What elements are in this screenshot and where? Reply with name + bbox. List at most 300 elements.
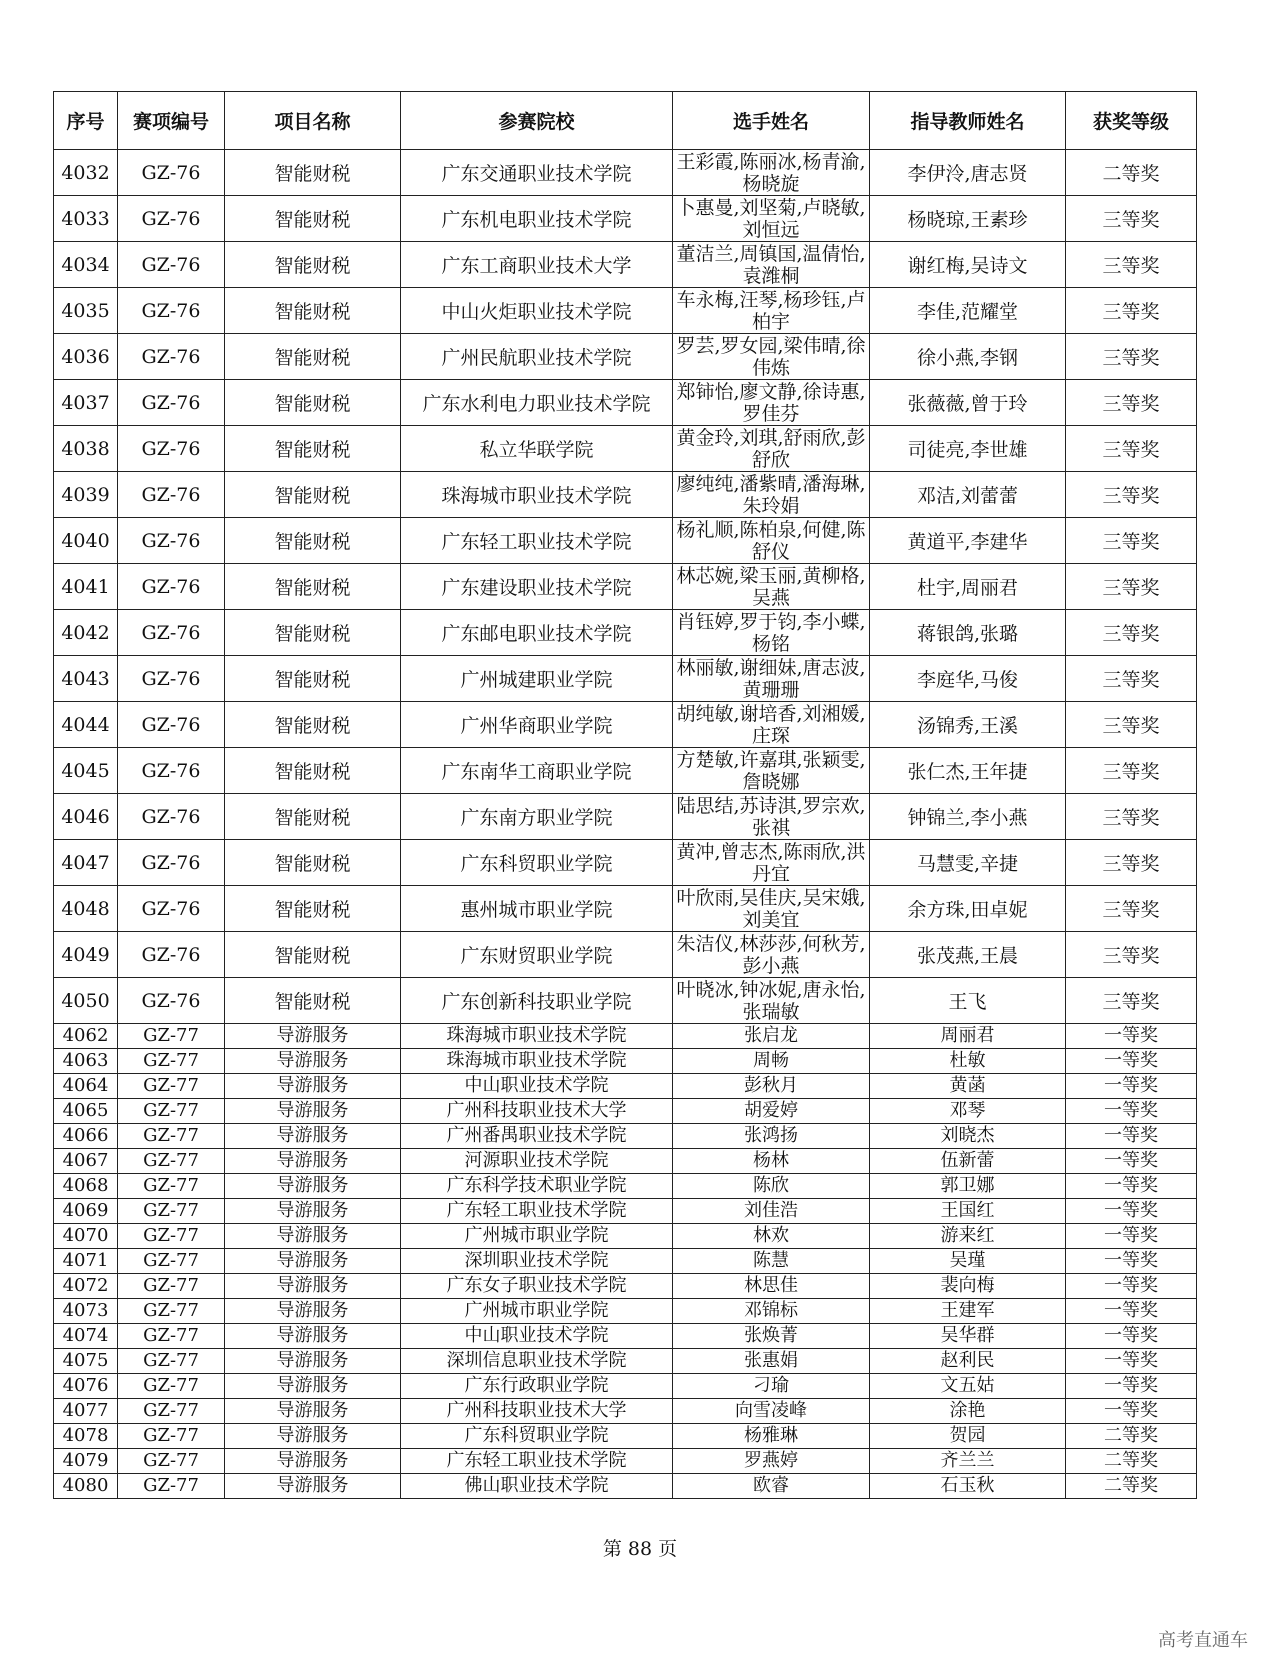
cell-project-name: 导游服务 xyxy=(225,1174,401,1199)
cell-project-name: 导游服务 xyxy=(225,1024,401,1049)
cell-index: 4048 xyxy=(54,886,118,932)
cell-event-code: GZ-76 xyxy=(118,702,225,748)
cell-award-level: 三等奖 xyxy=(1066,840,1197,886)
cell-instructors: 周丽君 xyxy=(870,1024,1066,1049)
header-contestants: 选手姓名 xyxy=(673,92,870,150)
cell-contestants xyxy=(673,380,870,426)
cell-instructors: 李庭华,马俊 xyxy=(870,656,1066,702)
cell-school: 广东轻工职业技术学院 xyxy=(401,1449,673,1474)
cell-school: 广州华商职业学院 xyxy=(401,702,673,748)
contestant-names: 张惠娟 xyxy=(744,1350,798,1371)
cell-instructors: 伍新蕾 xyxy=(870,1149,1066,1174)
cell-project-name: 智能财税 xyxy=(225,610,401,656)
table-row xyxy=(54,150,1197,196)
cell-event-code: GZ-76 xyxy=(118,610,225,656)
table-row xyxy=(54,472,1197,518)
cell-award-level: 一等奖 xyxy=(1066,1324,1197,1349)
cell-contestants xyxy=(673,564,870,610)
cell-instructors: 王国红 xyxy=(870,1199,1066,1224)
cell-index: 4072 xyxy=(54,1274,118,1299)
cell-index: 4067 xyxy=(54,1149,118,1174)
cell-instructors: 王建军 xyxy=(870,1299,1066,1324)
cell-project-name: 智能财税 xyxy=(225,242,401,288)
cell-award-level: 三等奖 xyxy=(1066,196,1197,242)
contestant-names: 杨礼顺,陈柏泉,何健,陈舒仪 xyxy=(676,518,866,563)
cell-contestants xyxy=(673,242,870,288)
cell-contestants xyxy=(673,334,870,380)
cell-index: 4039 xyxy=(54,472,118,518)
cell-school: 广东工商职业技术大学 xyxy=(401,242,673,288)
cell-school: 广东建设职业技术学院 xyxy=(401,564,673,610)
table-row xyxy=(54,840,1197,886)
cell-instructors: 李佳,范耀堂 xyxy=(870,288,1066,334)
cell-event-code: GZ-77 xyxy=(118,1224,225,1249)
cell-instructors: 李伊泠,唐志贤 xyxy=(870,150,1066,196)
cell-index: 4063 xyxy=(54,1049,118,1074)
contestant-names: 林丽敏,谢细妹,唐志波,黄珊珊 xyxy=(676,656,866,701)
cell-contestants xyxy=(673,840,870,886)
table-row xyxy=(54,518,1197,564)
cell-award-level: 三等奖 xyxy=(1066,794,1197,840)
cell-project-name: 导游服务 xyxy=(225,1399,401,1424)
cell-instructors: 余方珠,田卓妮 xyxy=(870,886,1066,932)
cell-project-name: 导游服务 xyxy=(225,1374,401,1399)
table-row xyxy=(54,656,1197,702)
contestant-names: 陈慧 xyxy=(753,1250,789,1271)
table-row xyxy=(54,564,1197,610)
cell-school: 广东轻工职业技术学院 xyxy=(401,1199,673,1224)
cell-project-name: 智能财税 xyxy=(225,518,401,564)
cell-instructors: 游来红 xyxy=(870,1224,1066,1249)
cell-event-code: GZ-77 xyxy=(118,1374,225,1399)
cell-award-level: 一等奖 xyxy=(1066,1199,1197,1224)
table-row xyxy=(54,1299,1197,1324)
cell-index: 4069 xyxy=(54,1199,118,1224)
cell-instructors: 张茂燕,王晨 xyxy=(870,932,1066,978)
cell-contestants xyxy=(673,1149,870,1174)
cell-instructors: 邓琴 xyxy=(870,1099,1066,1124)
cell-award-level: 二等奖 xyxy=(1066,1424,1197,1449)
cell-index: 4033 xyxy=(54,196,118,242)
table-row xyxy=(54,794,1197,840)
table-row xyxy=(54,1249,1197,1274)
cell-project-name: 智能财税 xyxy=(225,564,401,610)
cell-event-code: GZ-77 xyxy=(118,1274,225,1299)
contestant-names: 林芯婉,梁玉丽,黄柳格,吴燕 xyxy=(676,564,866,609)
cell-award-level: 三等奖 xyxy=(1066,748,1197,794)
cell-school: 广州科技职业技术大学 xyxy=(401,1099,673,1124)
watermark: 高考直通车 xyxy=(1158,1630,1248,1651)
cell-contestants xyxy=(673,1049,870,1074)
cell-school: 广东水利电力职业技术学院 xyxy=(401,380,673,426)
cell-project-name: 智能财税 xyxy=(225,702,401,748)
cell-school: 珠海城市职业技术学院 xyxy=(401,1049,673,1074)
header-event-code: 赛项编号 xyxy=(118,92,225,150)
cell-index: 4080 xyxy=(54,1474,118,1499)
cell-contestants xyxy=(673,196,870,242)
cell-school: 佛山职业技术学院 xyxy=(401,1474,673,1499)
cell-school: 中山职业技术学院 xyxy=(401,1074,673,1099)
table-row xyxy=(54,1399,1197,1424)
contestant-names: 张焕菁 xyxy=(744,1325,798,1346)
cell-event-code: GZ-77 xyxy=(118,1299,225,1324)
table-row xyxy=(54,1049,1197,1074)
header-row xyxy=(54,92,1197,150)
cell-index: 4032 xyxy=(54,150,118,196)
contestant-names: 杨雅琳 xyxy=(744,1425,798,1446)
cell-award-level: 一等奖 xyxy=(1066,1399,1197,1424)
cell-event-code: GZ-77 xyxy=(118,1449,225,1474)
contestant-names: 叶欣雨,吴佳庆,吴宋娥,刘美宜 xyxy=(676,886,866,931)
table-row xyxy=(54,1174,1197,1199)
cell-project-name: 导游服务 xyxy=(225,1049,401,1074)
cell-index: 4050 xyxy=(54,978,118,1024)
cell-school: 广州科技职业技术大学 xyxy=(401,1399,673,1424)
page-number: 第 88 页 xyxy=(602,1538,678,1560)
cell-award-level: 一等奖 xyxy=(1066,1274,1197,1299)
header-index: 序号 xyxy=(54,92,118,150)
cell-award-level: 三等奖 xyxy=(1066,426,1197,472)
contestant-names: 方楚敏,许嘉琪,张颖雯,詹晓娜 xyxy=(676,748,866,793)
cell-school: 广东创新科技职业学院 xyxy=(401,978,673,1024)
cell-award-level: 三等奖 xyxy=(1066,886,1197,932)
cell-project-name: 智能财税 xyxy=(225,932,401,978)
cell-project-name: 导游服务 xyxy=(225,1224,401,1249)
cell-event-code: GZ-77 xyxy=(118,1024,225,1049)
cell-instructors: 徐小燕,李钢 xyxy=(870,334,1066,380)
cell-school: 广东女子职业技术学院 xyxy=(401,1274,673,1299)
cell-contestants xyxy=(673,1074,870,1099)
cell-index: 4064 xyxy=(54,1074,118,1099)
cell-school: 广东机电职业技术学院 xyxy=(401,196,673,242)
cell-contestants xyxy=(673,1224,870,1249)
cell-event-code: GZ-77 xyxy=(118,1249,225,1274)
cell-index: 4073 xyxy=(54,1299,118,1324)
cell-project-name: 智能财税 xyxy=(225,840,401,886)
table-row xyxy=(54,1349,1197,1374)
table-row xyxy=(54,1024,1197,1049)
cell-contestants xyxy=(673,1399,870,1424)
cell-contestants xyxy=(673,1274,870,1299)
cell-event-code: GZ-77 xyxy=(118,1324,225,1349)
cell-instructors: 赵利民 xyxy=(870,1349,1066,1374)
cell-contestants xyxy=(673,1249,870,1274)
table-row xyxy=(54,1324,1197,1349)
table-row xyxy=(54,1449,1197,1474)
cell-award-level: 三等奖 xyxy=(1066,932,1197,978)
cell-school: 广东轻工职业技术学院 xyxy=(401,518,673,564)
contestant-names: 廖纯纯,潘紫晴,潘海琳,朱玲娟 xyxy=(676,472,866,517)
table-row xyxy=(54,748,1197,794)
table-row xyxy=(54,886,1197,932)
cell-contestants xyxy=(673,978,870,1024)
cell-award-level: 一等奖 xyxy=(1066,1174,1197,1199)
cell-contestants xyxy=(673,656,870,702)
cell-index: 4040 xyxy=(54,518,118,564)
contestant-names: 王彩霞,陈丽冰,杨青渝,杨晓旋 xyxy=(676,150,866,195)
cell-event-code: GZ-76 xyxy=(118,840,225,886)
contestant-names: 卜惠曼,刘坚菊,卢晓敏,刘恒远 xyxy=(676,196,866,241)
cell-project-name: 导游服务 xyxy=(225,1449,401,1474)
contestant-names: 叶晓冰,钟冰妮,唐永怡,张瑞敏 xyxy=(676,978,866,1023)
cell-award-level: 一等奖 xyxy=(1066,1249,1197,1274)
cell-award-level: 三等奖 xyxy=(1066,518,1197,564)
cell-contestants xyxy=(673,794,870,840)
cell-award-level: 二等奖 xyxy=(1066,1449,1197,1474)
contestant-names: 林欢 xyxy=(753,1225,789,1246)
contestant-names: 胡爱婷 xyxy=(744,1100,798,1121)
cell-index: 4070 xyxy=(54,1224,118,1249)
cell-event-code: GZ-77 xyxy=(118,1099,225,1124)
table-row xyxy=(54,1074,1197,1099)
cell-contestants xyxy=(673,1449,870,1474)
cell-project-name: 智能财税 xyxy=(225,334,401,380)
cell-contestants xyxy=(673,472,870,518)
cell-index: 4044 xyxy=(54,702,118,748)
cell-event-code: GZ-76 xyxy=(118,242,225,288)
cell-index: 4065 xyxy=(54,1099,118,1124)
cell-index: 4076 xyxy=(54,1374,118,1399)
cell-project-name: 导游服务 xyxy=(225,1349,401,1374)
table-row xyxy=(54,1374,1197,1399)
cell-project-name: 智能财税 xyxy=(225,196,401,242)
cell-project-name: 智能财税 xyxy=(225,656,401,702)
contestant-names: 刁瑜 xyxy=(753,1375,789,1396)
cell-school: 广东科学技术职业学院 xyxy=(401,1174,673,1199)
cell-index: 4078 xyxy=(54,1424,118,1449)
cell-event-code: GZ-77 xyxy=(118,1199,225,1224)
cell-event-code: GZ-76 xyxy=(118,656,225,702)
cell-event-code: GZ-76 xyxy=(118,794,225,840)
cell-award-level: 一等奖 xyxy=(1066,1124,1197,1149)
contestant-names: 黄金玲,刘琪,舒雨欣,彭舒欣 xyxy=(676,426,866,471)
cell-contestants xyxy=(673,702,870,748)
table-body xyxy=(54,150,1197,1499)
cell-index: 4035 xyxy=(54,288,118,334)
cell-event-code: GZ-77 xyxy=(118,1399,225,1424)
contestant-names: 董洁兰,周镇国,温倩怡,袁潍桐 xyxy=(676,242,866,287)
table-row xyxy=(54,932,1197,978)
contestant-names: 肖钰婷,罗于钧,李小蝶,杨铭 xyxy=(676,610,866,655)
cell-event-code: GZ-77 xyxy=(118,1349,225,1374)
cell-award-level: 一等奖 xyxy=(1066,1299,1197,1324)
cell-index: 4075 xyxy=(54,1349,118,1374)
contestant-names: 胡纯敏,谢培香,刘湘媛,庄琛 xyxy=(676,702,866,747)
cell-project-name: 智能财税 xyxy=(225,748,401,794)
cell-index: 4066 xyxy=(54,1124,118,1149)
contestant-names: 陆思结,苏诗淇,罗宗欢,张祺 xyxy=(676,794,866,839)
cell-index: 4062 xyxy=(54,1024,118,1049)
cell-event-code: GZ-76 xyxy=(118,196,225,242)
cell-event-code: GZ-77 xyxy=(118,1424,225,1449)
cell-project-name: 导游服务 xyxy=(225,1274,401,1299)
contestant-names: 向雪凌峰 xyxy=(735,1400,807,1421)
table-row xyxy=(54,426,1197,472)
cell-project-name: 智能财税 xyxy=(225,426,401,472)
table-row xyxy=(54,196,1197,242)
cell-event-code: GZ-76 xyxy=(118,886,225,932)
cell-contestants xyxy=(673,1199,870,1224)
cell-school: 珠海城市职业技术学院 xyxy=(401,1024,673,1049)
cell-event-code: GZ-76 xyxy=(118,518,225,564)
cell-project-name: 导游服务 xyxy=(225,1424,401,1449)
cell-contestants xyxy=(673,748,870,794)
cell-instructors: 吴瑾 xyxy=(870,1249,1066,1274)
cell-award-level: 一等奖 xyxy=(1066,1074,1197,1099)
cell-index: 4041 xyxy=(54,564,118,610)
cell-award-level: 一等奖 xyxy=(1066,1349,1197,1374)
cell-instructors: 谢红梅,吴诗文 xyxy=(870,242,1066,288)
table-row xyxy=(54,1474,1197,1499)
cell-index: 4037 xyxy=(54,380,118,426)
cell-index: 4036 xyxy=(54,334,118,380)
cell-instructors: 杜宇,周丽君 xyxy=(870,564,1066,610)
cell-award-level: 一等奖 xyxy=(1066,1149,1197,1174)
contestant-names: 车永梅,汪琴,杨珍钰,卢柏宇 xyxy=(676,288,866,333)
cell-contestants xyxy=(673,1424,870,1449)
header-project-name: 项目名称 xyxy=(225,92,401,150)
cell-instructors: 杜敏 xyxy=(870,1049,1066,1074)
cell-school: 广东行政职业学院 xyxy=(401,1374,673,1399)
cell-index: 4074 xyxy=(54,1324,118,1349)
cell-project-name: 导游服务 xyxy=(225,1099,401,1124)
cell-instructors: 吴华群 xyxy=(870,1324,1066,1349)
cell-school: 广州城建职业学院 xyxy=(401,656,673,702)
contestant-names: 朱洁仪,林莎莎,何秋芳,彭小燕 xyxy=(676,932,866,977)
cell-instructors: 石玉秋 xyxy=(870,1474,1066,1499)
cell-instructors: 汤锦秀,王溪 xyxy=(870,702,1066,748)
cell-instructors: 邓洁,刘蕾蕾 xyxy=(870,472,1066,518)
contestant-names: 周畅 xyxy=(753,1050,789,1071)
cell-project-name: 智能财税 xyxy=(225,472,401,518)
cell-project-name: 智能财税 xyxy=(225,886,401,932)
cell-award-level: 三等奖 xyxy=(1066,564,1197,610)
contestant-names: 杨林 xyxy=(753,1150,789,1171)
cell-award-level: 二等奖 xyxy=(1066,1474,1197,1499)
table-row xyxy=(54,334,1197,380)
cell-index: 4077 xyxy=(54,1399,118,1424)
cell-project-name: 导游服务 xyxy=(225,1299,401,1324)
cell-school: 广州城市职业学院 xyxy=(401,1299,673,1324)
cell-school: 中山火炬职业技术学院 xyxy=(401,288,673,334)
cell-award-level: 三等奖 xyxy=(1066,334,1197,380)
cell-instructors: 钟锦兰,李小燕 xyxy=(870,794,1066,840)
cell-instructors: 齐兰兰 xyxy=(870,1449,1066,1474)
cell-contestants xyxy=(673,610,870,656)
cell-project-name: 导游服务 xyxy=(225,1249,401,1274)
cell-event-code: GZ-76 xyxy=(118,978,225,1024)
contestant-names: 罗燕婷 xyxy=(744,1450,798,1471)
table-row xyxy=(54,242,1197,288)
table-row xyxy=(54,288,1197,334)
cell-contestants xyxy=(673,288,870,334)
cell-award-level: 三等奖 xyxy=(1066,978,1197,1024)
cell-event-code: GZ-76 xyxy=(118,564,225,610)
cell-instructors: 蒋银鸽,张璐 xyxy=(870,610,1066,656)
cell-event-code: GZ-77 xyxy=(118,1474,225,1499)
cell-project-name: 智能财税 xyxy=(225,978,401,1024)
cell-event-code: GZ-76 xyxy=(118,472,225,518)
cell-project-name: 智能财税 xyxy=(225,150,401,196)
cell-index: 4043 xyxy=(54,656,118,702)
cell-school: 广州民航职业技术学院 xyxy=(401,334,673,380)
cell-project-name: 导游服务 xyxy=(225,1124,401,1149)
cell-instructors: 司徒亮,李世雄 xyxy=(870,426,1066,472)
cell-contestants xyxy=(673,1349,870,1374)
cell-project-name: 导游服务 xyxy=(225,1324,401,1349)
cell-award-level: 三等奖 xyxy=(1066,472,1197,518)
cell-instructors: 黄道平,李建华 xyxy=(870,518,1066,564)
table-row xyxy=(54,1199,1197,1224)
cell-school: 珠海城市职业技术学院 xyxy=(401,472,673,518)
cell-award-level: 三等奖 xyxy=(1066,242,1197,288)
cell-index: 4038 xyxy=(54,426,118,472)
awards-table xyxy=(53,91,1197,1499)
cell-school: 广州番禺职业技术学院 xyxy=(401,1124,673,1149)
cell-project-name: 导游服务 xyxy=(225,1149,401,1174)
cell-instructors: 贺园 xyxy=(870,1424,1066,1449)
awards-table-sheet xyxy=(53,91,1196,1499)
cell-event-code: GZ-76 xyxy=(118,932,225,978)
table-row xyxy=(54,1149,1197,1174)
cell-award-level: 一等奖 xyxy=(1066,1024,1197,1049)
cell-index: 4079 xyxy=(54,1449,118,1474)
table-row xyxy=(54,1124,1197,1149)
cell-index: 4068 xyxy=(54,1174,118,1199)
cell-award-level: 一等奖 xyxy=(1066,1224,1197,1249)
cell-instructors: 黄菡 xyxy=(870,1074,1066,1099)
cell-contestants xyxy=(673,1324,870,1349)
contestant-names: 陈欣 xyxy=(753,1175,789,1196)
cell-school: 惠州城市职业学院 xyxy=(401,886,673,932)
contestant-names: 欧睿 xyxy=(753,1475,789,1496)
cell-school: 广东南华工商职业学院 xyxy=(401,748,673,794)
cell-contestants xyxy=(673,150,870,196)
table-row xyxy=(54,1099,1197,1124)
cell-award-level: 一等奖 xyxy=(1066,1374,1197,1399)
cell-award-level: 三等奖 xyxy=(1066,656,1197,702)
cell-instructors: 杨晓琼,王素珍 xyxy=(870,196,1066,242)
table-row xyxy=(54,1274,1197,1299)
cell-index: 4047 xyxy=(54,840,118,886)
cell-contestants xyxy=(673,1299,870,1324)
contestant-names: 林思佳 xyxy=(744,1275,798,1296)
table-row xyxy=(54,1224,1197,1249)
cell-event-code: GZ-76 xyxy=(118,380,225,426)
cell-award-level: 一等奖 xyxy=(1066,1099,1197,1124)
table-row xyxy=(54,610,1197,656)
contestant-names: 彭秋月 xyxy=(744,1075,798,1096)
header-school: 参赛院校 xyxy=(401,92,673,150)
cell-school: 广东科贸职业学院 xyxy=(401,840,673,886)
cell-contestants xyxy=(673,1024,870,1049)
cell-contestants xyxy=(673,1174,870,1199)
table-row xyxy=(54,702,1197,748)
cell-school: 河源职业技术学院 xyxy=(401,1149,673,1174)
cell-instructors: 马慧雯,辛捷 xyxy=(870,840,1066,886)
cell-event-code: GZ-77 xyxy=(118,1049,225,1074)
cell-event-code: GZ-77 xyxy=(118,1074,225,1099)
header-instructors: 指导教师姓名 xyxy=(870,92,1066,150)
cell-event-code: GZ-76 xyxy=(118,748,225,794)
cell-index: 4046 xyxy=(54,794,118,840)
cell-school: 深圳职业技术学院 xyxy=(401,1249,673,1274)
cell-school: 广东财贸职业学院 xyxy=(401,932,673,978)
cell-school: 广东南方职业学院 xyxy=(401,794,673,840)
cell-index: 4042 xyxy=(54,610,118,656)
cell-index: 4049 xyxy=(54,932,118,978)
contestant-names: 邓锦标 xyxy=(744,1300,798,1321)
